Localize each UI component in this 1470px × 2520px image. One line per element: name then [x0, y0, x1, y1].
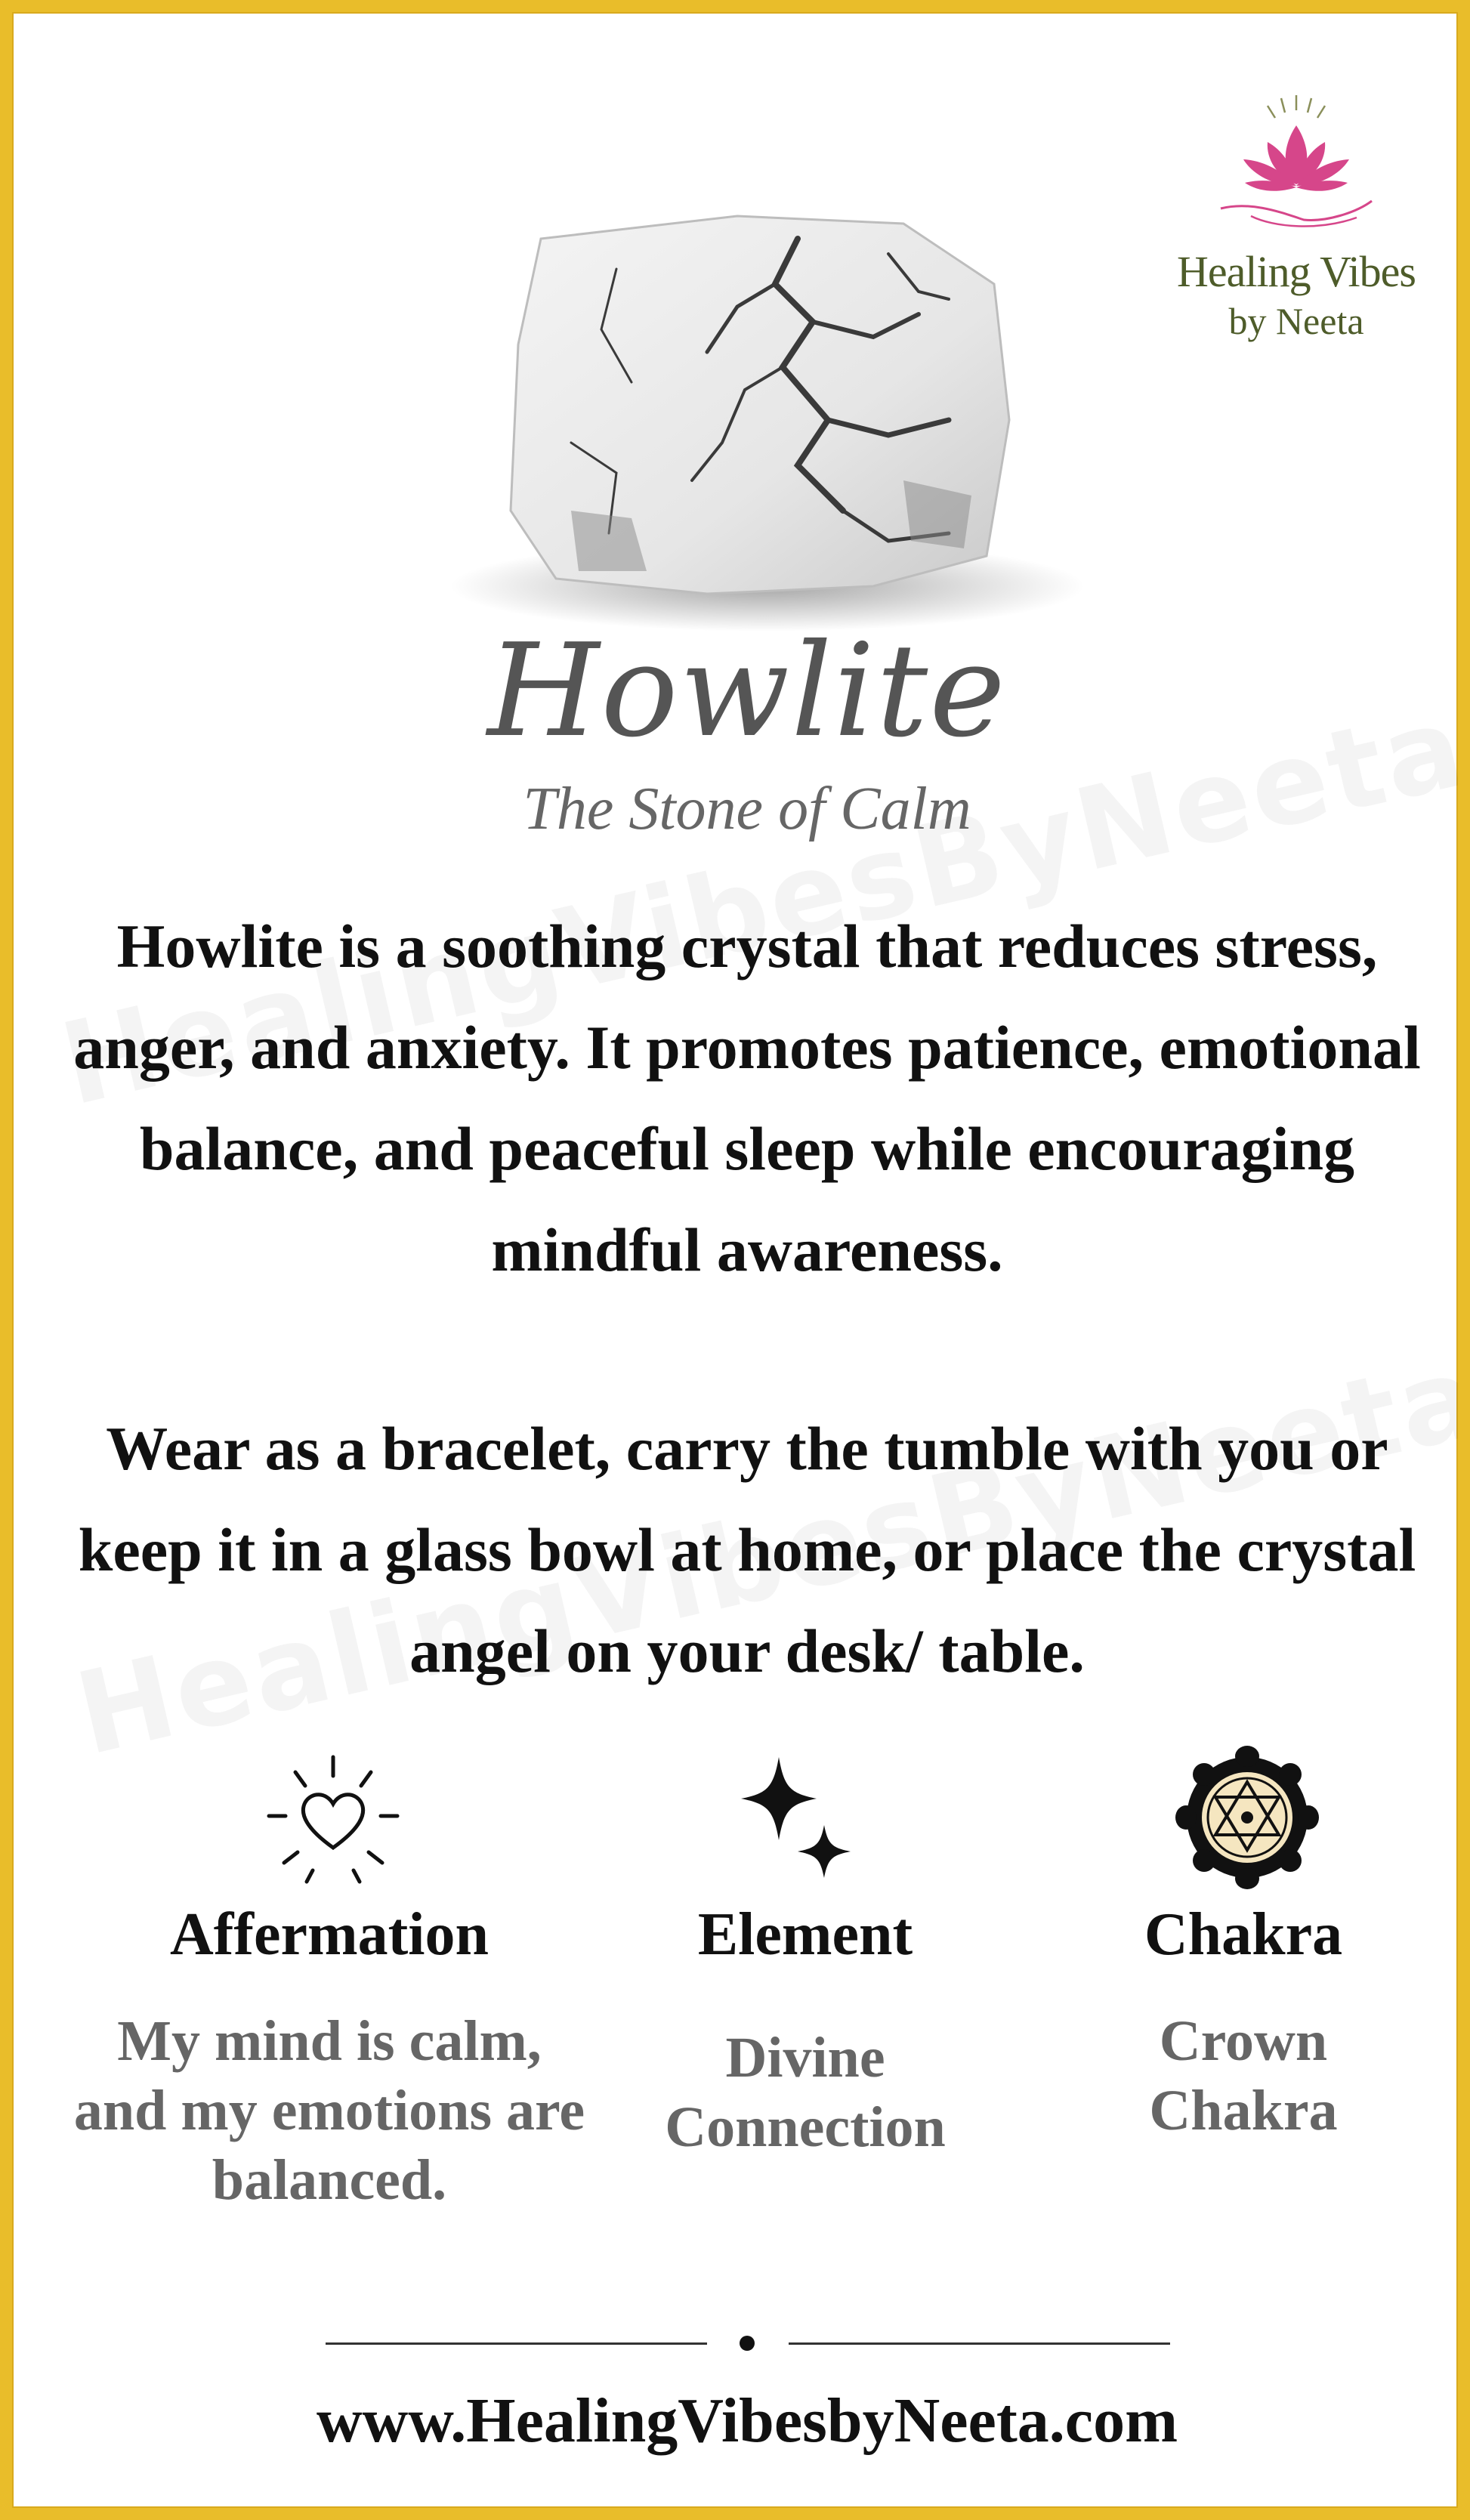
chakra-text: Crown Chakra [1149, 2009, 1338, 2142]
chakra-title: Chakra [1144, 1901, 1343, 1968]
lotus-hand-icon [1206, 88, 1387, 239]
element-text: Divine Connection [665, 2026, 946, 2159]
footer-divider-dot [740, 2336, 755, 2351]
description-paragraph-2: Wear as a bracelet, carry the tumble with you or keep it in a glass bowl at home, or place the crystal angel on your desk/ table. [78, 1414, 1416, 1685]
footer-divider-left [326, 2342, 707, 2345]
website-url: www.HealingVibesbyNeeta.com [316, 2386, 1178, 2456]
chakra-section [1039, 1742, 1447, 2233]
chakra-mandala-icon [1175, 1746, 1319, 1889]
heart-sparkle-icon [261, 1749, 405, 1893]
affirmation-text: My mind is calm, and my emotions are balanced. [73, 2009, 585, 2212]
element-title: Element [697, 1901, 913, 1968]
brand-logo [1145, 88, 1447, 360]
affirmation-title: Affermation [169, 1901, 489, 1968]
brand-name-line1: Healing Vibes [1177, 247, 1416, 296]
stone-tagline: The Stone of Calm [523, 776, 971, 842]
howlite-stone-image [420, 193, 1100, 647]
element-section [594, 1742, 1017, 2233]
footer-divider-right [789, 2342, 1170, 2345]
description-paragraph-1: Howlite is a soothing crystal that reduces stress, anger, and anxiety. It promotes patience, emotional balance, and peaceful sleep while encouraging mindful awareness. [73, 912, 1421, 1284]
affirmation-section [57, 1742, 601, 2233]
sparkle-stars-icon [737, 1749, 858, 1893]
stone-name: Howlite [487, 616, 1007, 766]
brand-name-line2: by Neeta [1228, 300, 1364, 342]
